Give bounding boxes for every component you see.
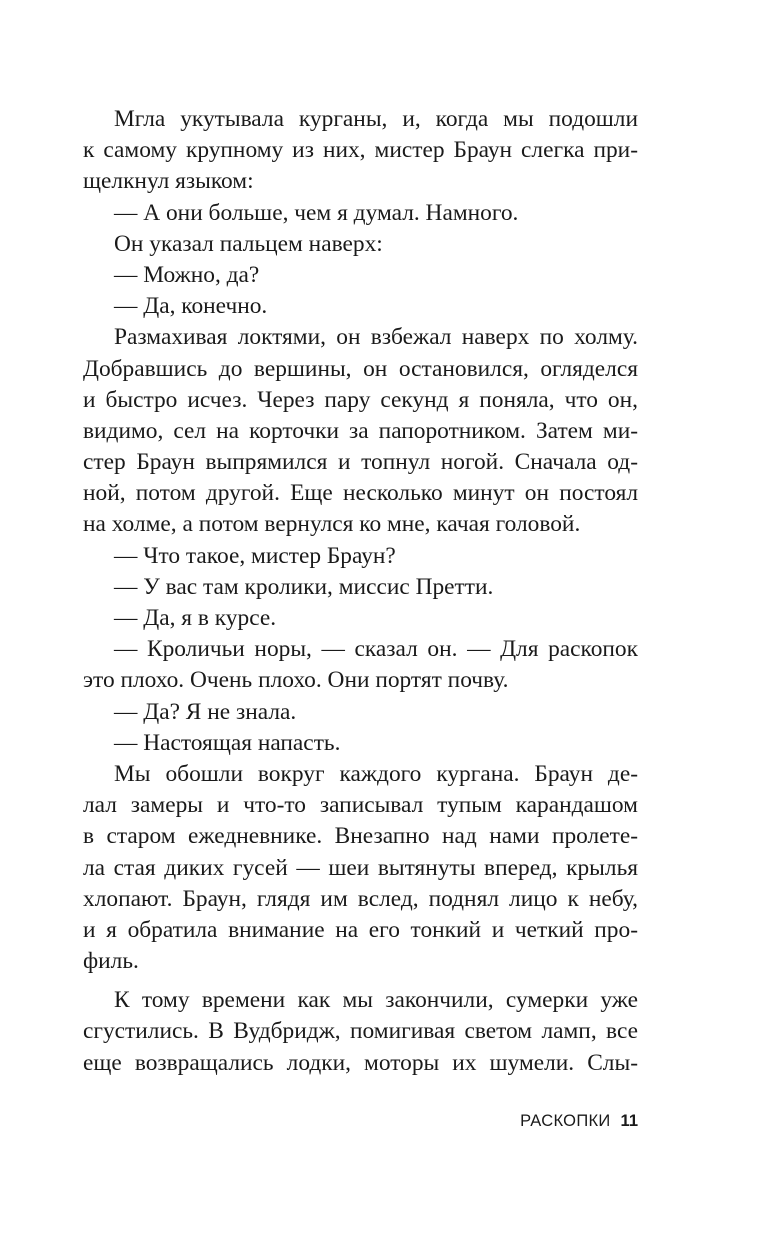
text-line: Добравшись до вершины, он остановился, огляделся — [83, 355, 638, 382]
text-line: стер Браун выпрямился и топнул ногой. Сначала од- — [83, 449, 638, 476]
page-footer — [83, 1109, 638, 1133]
text-line: — У вас там кролики, миссис Претти. — [114, 573, 494, 600]
text-line: — Да? Я не знала. — [114, 698, 297, 725]
paragraph-gap — [83, 977, 638, 985]
dialogue-line — [83, 728, 638, 759]
paragraph — [83, 229, 638, 260]
text-line: лал замеры и что-то записывал тупым карандашом — [83, 792, 638, 819]
text-line: щелкнул языком: — [83, 168, 254, 195]
text-line: Мы обошли вокруг каждого кургана. Браун де- — [114, 760, 638, 787]
text-line: еще возвращались лодки, моторы их шумели. Слы- — [83, 1049, 638, 1076]
dialogue-line — [83, 260, 638, 291]
dialogue-line — [83, 291, 638, 322]
dialogue-line — [83, 198, 638, 229]
text-line: Он указал пальцем наверх: — [114, 230, 383, 257]
page-body — [83, 104, 638, 1079]
text-line: это плохо. Очень плохо. Они портят почву. — [83, 667, 509, 694]
text-line: К тому времени как мы закончили, сумерки уже — [114, 987, 638, 1014]
text-line: — Да, я в курсе. — [114, 605, 277, 631]
text-line: — А они больше, чем я думал. Намного. — [114, 199, 519, 226]
text-line: — Кроличьи норы, — сказал он. — Для раскопок — [114, 636, 638, 663]
text-line: ла стая диких гусей — шеи вытянуты вперед, крылья — [83, 854, 638, 881]
running-title: РАСКОПКИ — [520, 1112, 611, 1130]
page-number: 11 — [620, 1112, 638, 1130]
paragraph — [83, 985, 638, 1079]
text-line: — Можно, да? — [114, 261, 260, 288]
text-line: хлопают. Браун, глядя им вслед, поднял лицо к небу, — [83, 885, 638, 912]
text-line: филь. — [83, 948, 139, 975]
dialogue-line — [83, 572, 638, 603]
paragraph — [83, 759, 638, 977]
text-line: ной, потом другой. Еще несколько минут он постоял — [83, 480, 638, 507]
text-line: и быстро исчез. Через пару секунд я поняла, что он, — [83, 386, 638, 413]
paragraph — [83, 322, 638, 540]
text-line: в старом ежедневнике. Внезапно над нами пролете- — [83, 823, 638, 850]
text-line: к самому крупному из них, мистер Браун слегка при- — [83, 137, 638, 164]
text-line: и я обратила внимание на его тонкий и четкий про- — [83, 916, 638, 943]
text-line: видимо, сел на корточки за папоротником. Затем ми- — [83, 417, 638, 444]
text-line: сгустились. В Вудбридж, помигивая светом ламп, все — [83, 1018, 638, 1045]
text-line: — Настоящая напасть. — [114, 729, 341, 756]
dialogue-line — [83, 541, 638, 572]
text-line: на холме, а потом вернулся ко мне, качая головой. — [83, 511, 581, 538]
text-line: — Да, конечно. — [114, 293, 268, 320]
text-line: — Что такое, мистер Браун? — [114, 542, 396, 569]
text-line: Мгла укутывала курганы, и, когда мы подошли — [114, 106, 638, 132]
dialogue-line — [83, 603, 638, 634]
text-line: Размахивая локтями, он взбежал наверх по холму. — [114, 324, 638, 351]
dialogue-line — [83, 697, 638, 728]
paragraph-1 — [83, 104, 638, 198]
dialogue-line — [83, 634, 638, 696]
